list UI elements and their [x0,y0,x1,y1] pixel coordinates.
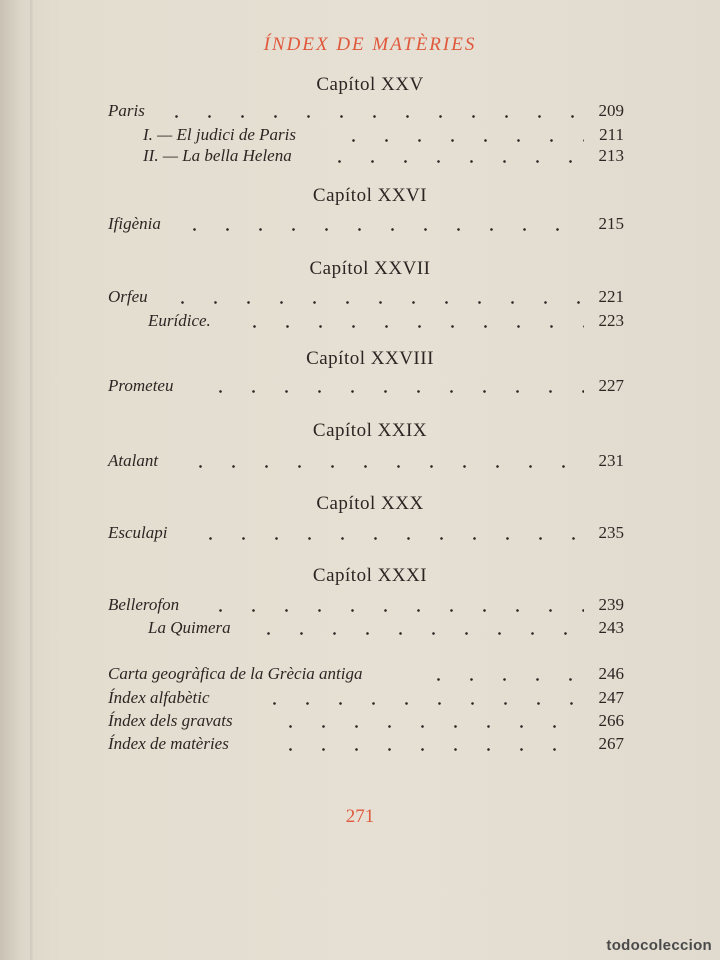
leader-dots [184,465,584,468]
leader-dots [238,325,584,328]
entry-title: Índex alfabètic [108,688,210,707]
toc-entry [143,125,624,147]
chapter-heading-xxix: Capítol XXIX [312,420,428,441]
entry-title: Prometeu [108,376,174,395]
toc-entry [108,451,624,473]
entry-page: 239 [598,595,624,614]
entry-title: Paris [108,101,145,120]
chapter-heading-xxxi: Capítol XXXI [312,565,428,586]
entry-page: 215 [598,214,624,233]
leader-dots [274,725,584,728]
toc-entry [108,214,624,236]
toc-entry [108,523,624,545]
leader-dots [160,115,584,118]
entry-title: I. — El judici de Paris [143,125,296,144]
toc-entry [108,711,624,733]
leader-dots [204,609,584,612]
entry-title: II. — La bella Helena [143,146,292,165]
entry-page: 223 [598,311,624,330]
chapter-heading-xxviii: Capítol XXVIII [306,348,434,369]
toc-entry [108,376,624,398]
toc-entry [148,618,624,640]
toc-entry [108,101,624,123]
chapter-heading-xxv: Capítol XXV [316,74,424,95]
entry-page: 247 [598,688,624,707]
entry-title: Ifigènia [108,214,161,233]
leader-dots [252,632,584,635]
entry-title: Índex de matèries [108,734,229,753]
leader-dots [274,748,584,751]
entry-page: 231 [598,451,624,470]
entry-title: Índex dels gravats [108,711,233,730]
toc-entry [108,688,624,710]
entry-title: Bellerofon [108,595,180,614]
leader-dots [337,139,584,142]
leader-dots [422,678,584,681]
entry-page: 267 [598,734,624,753]
entry-page: 266 [598,711,624,730]
page-number: 271 [345,806,375,827]
leader-dots [323,160,584,163]
entry-page: 243 [598,618,624,637]
entry-page: 211 [599,125,624,144]
leader-dots [178,228,584,231]
entry-title: Eurídice. [148,311,211,330]
chapter-heading-xxvii: Capítol XXVII [309,258,431,279]
entry-title: Esculapi [108,523,168,542]
entry-title: Atalant [108,451,159,470]
entry-page: 227 [598,376,624,395]
toc-entry [148,311,624,333]
leader-dots [166,301,584,304]
entry-title: Orfeu [108,287,148,306]
leader-dots [194,537,584,540]
toc-entry [143,146,624,168]
entry-page: 235 [598,523,624,542]
watermark-logo: todocoleccion [606,937,712,954]
chapter-heading-xxvi: Capítol XXVI [312,185,428,206]
toc-entry [108,595,624,617]
entry-page: 221 [598,287,624,306]
index-title: ÍNDEX DE MATÈRIES [263,34,477,55]
entry-title: Carta geogràfica de la Grècia antiga [108,664,363,683]
leader-dots [204,390,584,393]
entry-page: 213 [598,146,624,165]
toc-entry [108,664,624,686]
entry-page: 209 [598,101,624,120]
chapter-heading-xxx: Capítol XXX [316,493,424,514]
toc-entry [108,287,624,309]
entry-title: La Quimera [148,618,231,637]
leader-dots [258,702,584,705]
entry-page: 246 [598,664,624,683]
toc-entry [108,734,624,756]
